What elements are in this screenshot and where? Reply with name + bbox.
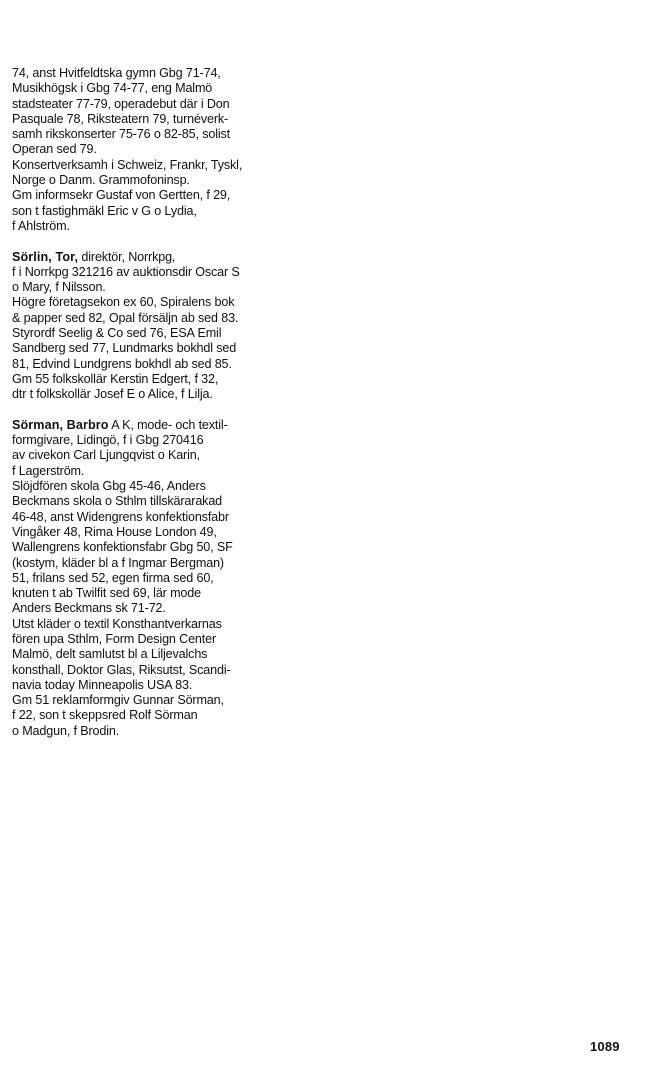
entry-line: 81, Edvind Lundgrens bokhdl ab sed 85. [12, 356, 232, 371]
entry-line: 46-48, anst Widengrens konfektionsfabr [12, 509, 229, 524]
entry-name: Sörlin, Tor, [12, 249, 79, 264]
entry-line: (kostym, kläder bl a f Ingmar Bergman) [12, 555, 224, 570]
entry-sorlin-tor [12, 250, 312, 403]
page-number: 1089 [590, 1039, 620, 1054]
entry-line: f 22, son t skeppsred Rolf Sörman [12, 708, 198, 723]
entry-line: fören upa Sthlm, Form Design Center [12, 631, 217, 646]
entry-line: f i Norrkpg 321216 av auktionsdir Oscar S [12, 264, 240, 279]
entry-line: stadsteater 77-79, operadebut där i Don [12, 96, 230, 111]
entry-line: son t fastighmäkl Eric v G o Lydia, [12, 203, 197, 218]
entry-line: Beckmans skola o Sthlm tillskärarakad [12, 494, 223, 509]
entry-line: formgivare, Lidingö, f i Gbg 270416 [12, 433, 204, 448]
entry-line: f Ahlström. [12, 218, 70, 233]
entry-line: o Madgun, f Brodin. [12, 723, 120, 738]
entry-line: Operan sed 79. [12, 142, 97, 157]
entry-line: navia today Minneapolis USA 83. [12, 677, 193, 692]
entry-line: Gm 51 reklamformgiv Gunnar Sörman, [12, 693, 224, 708]
entry-first-line [12, 250, 312, 265]
entry-line: Vingåker 48, Rima House London 49, [12, 524, 217, 539]
entry-line: Styrordf Seelig & Co sed 76, ESA Emil [12, 326, 222, 341]
entry-first-line [12, 418, 312, 433]
entry-line: Malmö, delt samlutst bl a Liljevalchs [12, 647, 208, 662]
entry-line: Anders Beckmans sk 71-72. [12, 601, 166, 616]
entry-line: 51, frilans sed 52, egen firma sed 60, [12, 570, 214, 585]
entry-line: 74, anst Hvitfeldtska gymn Gbg 71-74, [12, 66, 221, 80]
entry-line: o Mary, f Nilsson. [12, 280, 106, 295]
entry-line: Gm 55 folkskollär Kerstin Edgert, f 32, [12, 371, 219, 386]
entry-line: dtr t folkskollär Josef E o Alice, f Lilja. [12, 387, 213, 402]
entry-line: knuten t ab Twilfit sed 69, lär mode [12, 586, 201, 601]
entry-line: & papper sed 82, Opal försäljn ab sed 83. [12, 310, 239, 325]
entry-line: samh rikskonserter 75-76 o 82-85, solist [12, 127, 230, 142]
entry-first-line-rest: A K, mode- och textil- [108, 417, 228, 432]
entry-line: Högre företagsekon ex 60, Spiralens bok [12, 295, 235, 310]
entry-line: Norge o Danm. Grammofoninsp. [12, 173, 190, 188]
entry-line: Sandberg sed 77, Lundmarks bokhdl sed [12, 341, 237, 356]
entry-line: av civekon Carl Ljungqvist o Karin, [12, 448, 200, 463]
entry-line: Konsertverksamh i Schweiz, Frankr, Tyskl, [12, 157, 243, 172]
entry-continued [12, 66, 312, 234]
entry-line: Pasquale 78, Riksteatern 79, turnéverk- [12, 111, 229, 126]
text-column [12, 66, 312, 739]
entry-line: f Lagerström. [12, 463, 85, 478]
entry-line: Utst kläder o textil Konsthantverkarnas [12, 616, 222, 631]
entry-line: Wallengrens konfektionsfabr Gbg 50, SF [12, 540, 233, 555]
entry-name: Sörman, Barbro [12, 417, 109, 432]
entry-line: Gm informsekr Gustaf von Gertten, f 29, [12, 188, 231, 203]
entry-first-line-rest: direktör, Norrkpg, [78, 249, 176, 264]
entry-sorman-barbro [12, 418, 312, 739]
entry-line: Musikhögsk i Gbg 74-77, eng Malmö [12, 81, 213, 96]
entry-line: Slöjdfören skola Gbg 45-46, Anders [12, 479, 206, 494]
entry-line: konsthall, Doktor Glas, Riksutst, Scandi- [12, 662, 231, 677]
